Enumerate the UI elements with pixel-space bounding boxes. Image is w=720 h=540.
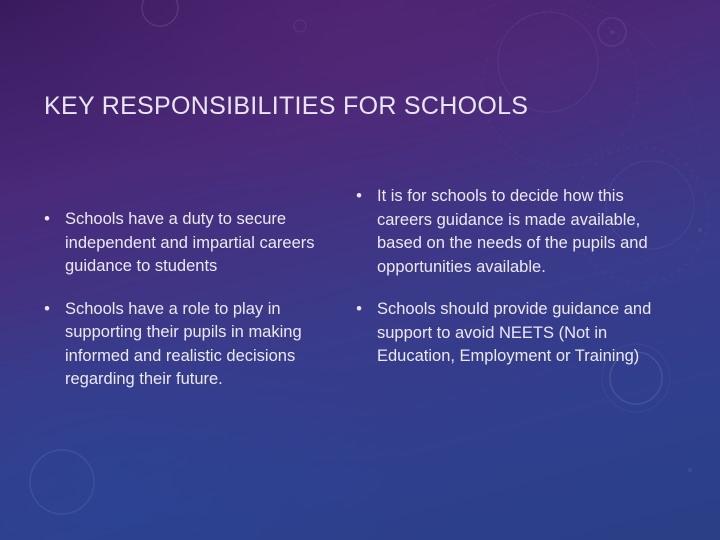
list-item-text: It is for schools to decide how this careers guidance is made available, based on the needs of the pupils and opportunities available. — [377, 187, 648, 276]
list-item — [352, 298, 652, 369]
list-item — [40, 298, 340, 392]
decorative-arc — [480, 0, 700, 150]
bullet-icon: • — [356, 187, 362, 205]
list-item — [352, 185, 652, 279]
slide-title: KEY RESPONSIBILITIES FOR SCHOOLS — [44, 92, 529, 120]
list-item-text: Schools have a duty to secure independent and impartial careers guidance to students — [65, 210, 315, 275]
decorative-ring — [294, 20, 306, 32]
decorative-ring — [142, 0, 178, 26]
right-bullet-list — [352, 185, 652, 388]
left-bullet-list — [40, 208, 340, 411]
decorative-dot — [688, 468, 692, 472]
list-item-text: Schools should provide guidance and support to avoid NEETS (Not in Education, Employment or Training) — [377, 300, 652, 365]
list-item-text: Schools have a role to play in supporting their pupils in making informed and realistic decisions regarding their future. — [65, 299, 302, 388]
decorative-dot — [698, 228, 702, 232]
bullet-icon: • — [356, 300, 362, 318]
decorative-ring — [30, 450, 94, 514]
bullet-icon: • — [44, 299, 50, 318]
list-item — [40, 208, 340, 279]
decorative-dot — [610, 30, 614, 34]
bullet-icon: • — [44, 210, 50, 228]
